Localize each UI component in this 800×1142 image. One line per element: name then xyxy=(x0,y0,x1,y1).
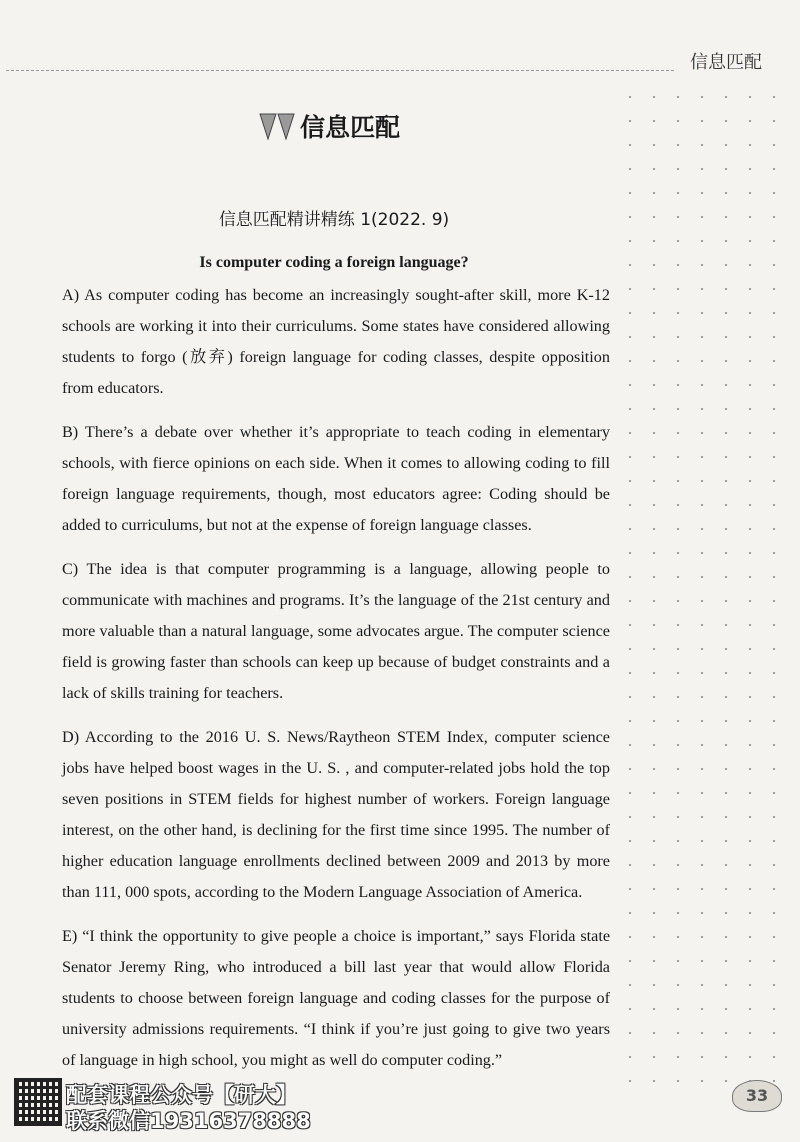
promo-line-1: 配套课程公众号【研大】 xyxy=(66,1083,297,1107)
qr-code xyxy=(16,1080,60,1124)
promo-line-2: 联系微信19316378888 xyxy=(66,1109,311,1133)
section-title: 信息匹配 xyxy=(300,113,401,142)
running-header: 信息匹配 xyxy=(690,52,762,73)
paragraph-a: A) As computer coding has become an increasingly sought-after skill, more K-12 schools are working it into their curriculums. Some states have considered allowing students to forgo (放弃) foreign language for coding classes, despite opposition from educators. xyxy=(62,286,610,397)
exercise-title: 信息匹配精讲精练 1(2022. 9) xyxy=(218,210,450,230)
dot-grid-margin xyxy=(618,85,788,1085)
promo-watermark xyxy=(66,1082,311,1134)
paragraph-c: C) The idea is that computer programming is a language, allowing people to communicate with machines and programs. It’s the language of the 21st century and more valuable than a natural language, some advocates argue. The computer science field is growing faster than schools can keep up because of budget constraints and a lack of skills training for teachers. xyxy=(62,560,610,702)
article-body xyxy=(62,280,610,1089)
paragraph-e: E) “I think the opportunity to give people a choice is important,” says Florida state Senator Jeremy Ring, who introduced a bill last year that would allow Florida students to choose between foreign language and coding classes for the purpose of university admissions requirements. “I think if you’re just going to give two years of language in high school, you might as well do computer coding.” xyxy=(62,927,610,1069)
page-number: 33 xyxy=(732,1080,782,1112)
header-divider xyxy=(6,70,674,71)
chevron-decoration-icon xyxy=(258,111,298,141)
article-title: Is computer coding a foreign language? xyxy=(199,254,469,271)
paragraph-d: D) According to the 2016 U. S. News/Raytheon STEM Index, computer science jobs have helped boost wages in the U. S. , and computer-related jobs hold the top seven positions in STEM fields for highest number of workers. Foreign language interest, on the other hand, is declining for the first time since 1995. The number of higher education language enrollments declined between 2009 and 2013 by more than 111, 000 spots, according to the Modern Language Association of America. xyxy=(62,728,610,901)
section-heading xyxy=(258,108,400,144)
paragraph-b: B) There’s a debate over whether it’s appropriate to teach coding in elementary schools, with fierce opinions on each side. When it comes to allowing coding to fill foreign language requirements, though, most educators agree: Coding should be added to curriculums, but not at the expense of foreign language classes. xyxy=(62,423,610,534)
